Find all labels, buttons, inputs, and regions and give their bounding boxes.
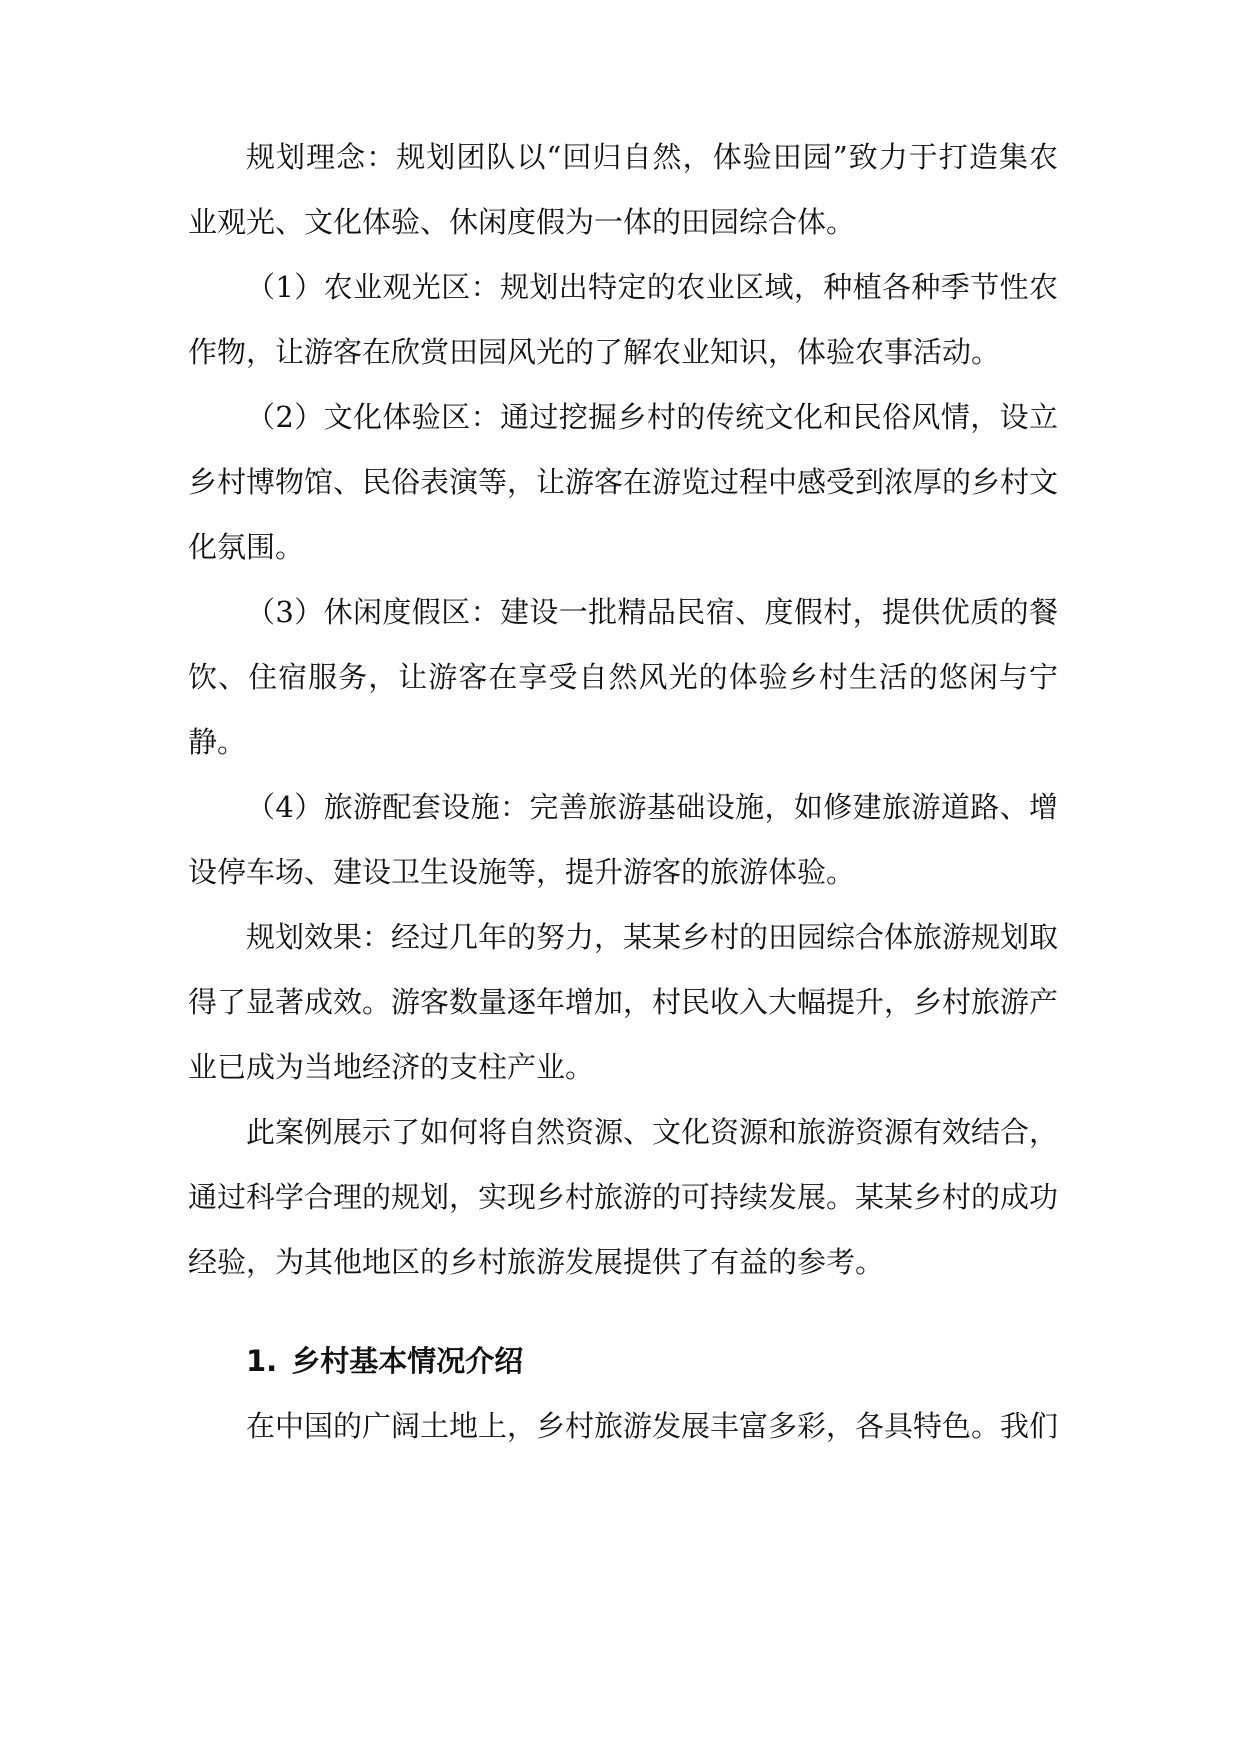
paragraph-case-summary: 此案例展示了如何将自然资源、文化资源和旅游资源有效结合，通过科学合理的规划，实现乡村旅游的可持续发展。某某乡村的成功经验，为其他地区的乡村旅游发展提供了有益的参考。 bbox=[188, 1115, 1059, 1279]
section-heading-number: 1. bbox=[246, 1344, 278, 1378]
paragraph-planning-effect: 规划效果：经过几年的努力，某某乡村的田园综合体旅游规划取得了显著成效。游客数量逐年增加，村民收入大幅提升，乡村旅游产业已成为当地经济的支柱产业。 bbox=[188, 920, 1059, 1084]
section-heading bbox=[188, 1329, 1058, 1394]
paragraph-agri-sightseeing: （1）农业观光区：规划出特定的农业区域，种植各种季节性农作物，让游客在欣赏田园风光的了解农业知识，体验农事活动。 bbox=[188, 270, 1058, 369]
section-heading-title: 乡村基本情况介绍 bbox=[291, 1344, 524, 1378]
paragraph-planning-concept: 规划理念：规划团队以“回归自然，体验田园”致力于打造集农业观光、文化体验、休闲度假为一体的田园综合体。 bbox=[188, 140, 1058, 239]
paragraph-tourism-facilities: （4）旅游配套设施：完善旅游基础设施，如修建旅游道路、增设停车场、建设卫生设施等，提升游客的旅游体验。 bbox=[188, 790, 1058, 889]
document-page bbox=[188, 125, 1058, 1459]
paragraph-culture-experience: （2）文化体验区：通过挖掘乡村的传统文化和民俗风情，设立乡村博物馆、民俗表演等，让游客在游览过程中感受到浓厚的乡村文化氛围。 bbox=[188, 400, 1059, 564]
paragraph-intro: 在中国的广阔土地上，乡村旅游发展丰富多彩，各具特色。我们 bbox=[246, 1409, 1059, 1443]
paragraph-leisure-resort: （3）休闲度假区：建设一批精品民宿、度假村，提供优质的餐饮、住宿服务，让游客在享受自然风光的体验乡村生活的悠闲与宁静。 bbox=[188, 595, 1058, 759]
